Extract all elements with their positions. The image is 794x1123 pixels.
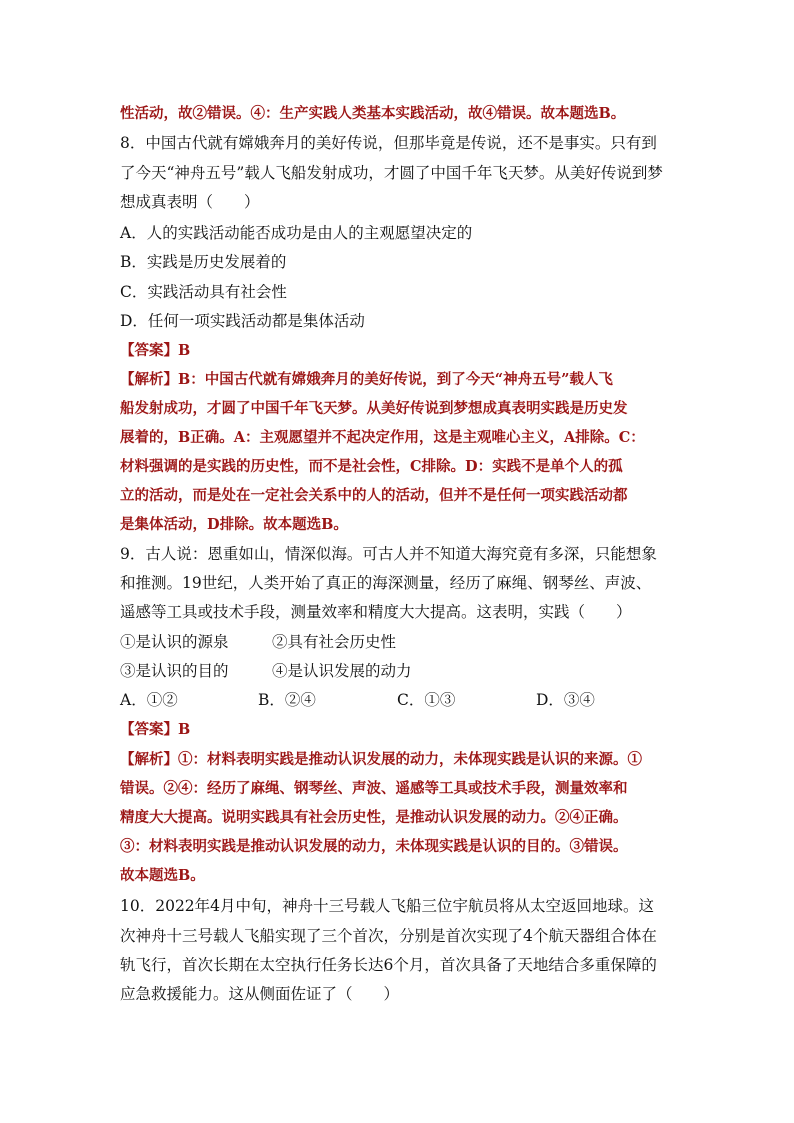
explanation-line: 材料强调的是实践的历史性，而不是社会性，C排除。D：实践不是单个人的孤 [120,458,623,475]
option-d: D．任何一项实践活动都是集体活动 [120,312,365,330]
question-8-line: 8．中国古代就有嫦娥奔月的美好传说，但那毕竟是传说，还不是事实。只有到 [120,134,657,152]
option-c: C．实践活动具有社会性 [120,283,287,301]
explanation-line: 故本题选B。 [120,867,205,884]
explanation-line: 错误。②④：经历了麻绳、钢琴丝、声波、遥感等工具或技术手段，测量效率和 [120,780,628,797]
explanation-line: 精度大大提高。说明实践具有社会历史性，是推动认识发展的动力。②④正确。 [120,809,628,826]
statement-4: ④是认识发展的动力 [272,662,412,680]
explanation-line: ③：材料表明实践是推动认识发展的动力，未体现实践是认识的目的。③错误。 [120,838,628,855]
answer-line: 【答案】B [120,721,191,738]
question-8-line: 想成真表明（ ） [120,193,260,211]
statement-3: ③是认识的目的 [120,662,229,680]
question-8-line: 了今天“神舟五号”载人飞船发射成功，才圆了中国千年飞天梦。从美好传说到梦 [120,164,663,182]
question-9-line: 和推测。19世纪，人类开始了真正的海深测量，经历了麻绳、钢琴丝、声波、 [120,574,652,592]
question-10-line: 10．2022年4月中旬，神舟十三号载人飞船三位宇航员将从太空返回地球。这 [120,897,655,915]
explanation-line: 性活动，故②错误。④：生产实践人类基本实践活动，故④错误。故本题选B。 [120,105,626,122]
option-b: B．②④ [258,691,316,709]
option-a: A．①② [120,691,178,709]
question-10-line: 轨飞行，首次长期在太空执行任务长达6个月，首次具备了天地结合多重保障的 [120,956,657,974]
question-10-line: 次神舟十三号载人飞船实现了三个首次，分别是首次实现了4个航天器组合体在 [120,927,657,945]
explanation-line: 展着的，B正确。A：主观愿望并不起决定作用，这是主观唯心主义，A排除。C： [120,429,645,446]
question-10-line: 应急救援能力。这从侧面佐证了（ ） [120,985,400,1003]
option-c: C．①③ [397,691,456,709]
statement-1: ①是认识的源泉 [120,633,229,651]
question-9-line: 遥感等工具或技术手段，测量效率和精度大大提高。这表明，实践（ ） [120,603,632,621]
statement-2: ②具有社会历史性 [272,633,397,651]
explanation-line: 立的活动，而是处在一定社会关系中的人的活动，但并不是任何一项实践活动都 [120,487,628,504]
explanation-line: 是集体活动，D排除。故本题选B。 [120,516,348,533]
explanation-line: 【解析】①：材料表明实践是推动认识发展的动力，未体现实践是认识的来源。① [120,751,642,768]
explanation-line: 【解析】B：中国古代就有嫦娥奔月的美好传说，到了今天“神舟五号”载人飞 [120,371,613,388]
question-9-line: 9．古人说：恩重如山，情深似海。可古人并不知道大海究竟有多深，只能想象 [120,545,657,563]
option-b: B．实践是历史发展着的 [120,253,287,271]
answer-line: 【答案】B [120,342,191,359]
explanation-line: 船发射成功，才圆了中国千年飞天梦。从美好传说到梦想成真表明实践是历史发 [120,400,628,417]
option-a: A．人的实践活动能否成功是由人的主观愿望决定的 [120,224,473,242]
option-d: D．③④ [536,691,595,709]
